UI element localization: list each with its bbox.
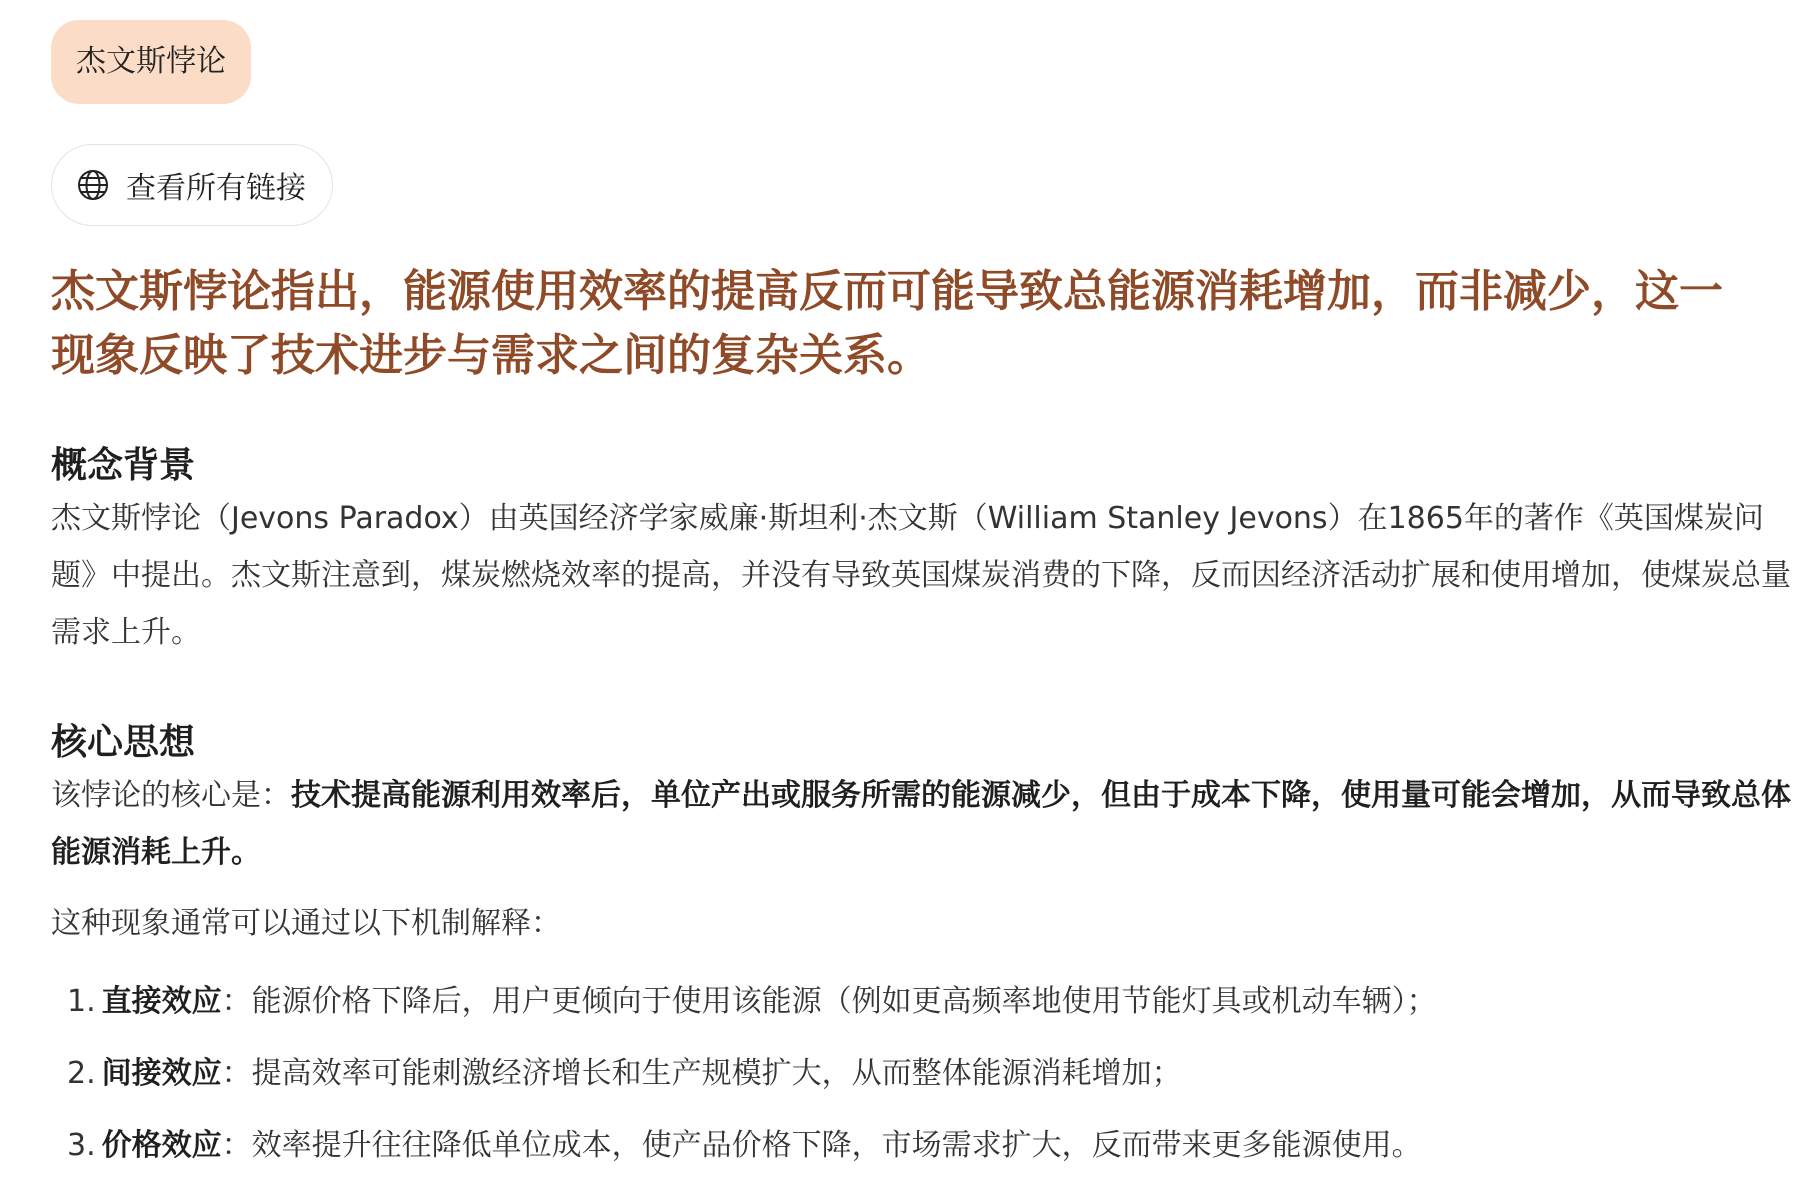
mechanism-intro: 这种现象通常可以通过以下机制解释： [51,906,561,941]
core-idea-paragraph [51,767,1791,881]
mechanism-desc: 能源价格下降后，用户更倾向于使用该能源（例如更高频率地使用节能灯具或机动车辆）； [251,984,1437,1019]
mechanism-list [51,966,1791,1182]
core-idea-bold: 技术提高能源利用效率后，单位产出或服务所需的能源减少，但由于成本下降，使用量可能会增加，从而导致总体能源消耗上升。 [51,778,1791,870]
user-query-bubble [51,20,251,104]
mechanism-name: 直接效应 [101,984,222,1019]
section-title-core-idea: 核心思想 [51,722,196,763]
list-item [51,966,1791,1038]
background-paragraph: 杰文斯悖论（Jevons Paradox）由英国经济学家威廉·斯坦利·杰文斯（William Stanley Jevons）在1865年的著作《英国煤炭问题》中提出。杰文斯注意到，煤炭燃烧效率的提高，并没有导致英国煤炭消费的下降，反而因经济活动扩展和使用增加，使煤炭总量需求上升。 [51,501,1791,650]
user-query-text: 杰文斯悖论 [76,44,226,79]
mechanism-separator: ： [221,1056,252,1091]
list-item [51,1110,1791,1182]
mechanism-desc: 效率提升往往降低单位成本，使产品价格下降，市场需求扩大，反而带来更多能源使用。 [251,1128,1422,1163]
section-title-background: 概念背景 [51,445,196,486]
list-number: 1. [67,984,96,1019]
mechanism-name: 价格效应 [101,1128,222,1163]
list-number: 2. [67,1056,96,1091]
core-idea-prefix: 该悖论的核心是： [51,778,291,813]
view-all-links-label: 查看所有链接 [126,171,306,206]
mechanism-desc: 提高效率可能刺激经济增长和生产规模扩大，从而整体能源消耗增加； [251,1056,1182,1091]
globe-icon [76,168,110,202]
list-number: 3. [67,1128,96,1163]
answer-container [51,20,1791,1182]
answer-headline: 杰文斯悖论指出，能源使用效率的提高反而可能导致总能源消耗增加，而非减少，这一现象反映了技术进步与需求之间的复杂关系。 [51,266,1723,381]
mechanism-name: 间接效应 [101,1056,222,1091]
view-all-links-button[interactable] [51,144,333,226]
list-item [51,1038,1791,1110]
mechanism-separator: ： [221,1128,252,1163]
mechanism-separator: ： [221,984,252,1019]
